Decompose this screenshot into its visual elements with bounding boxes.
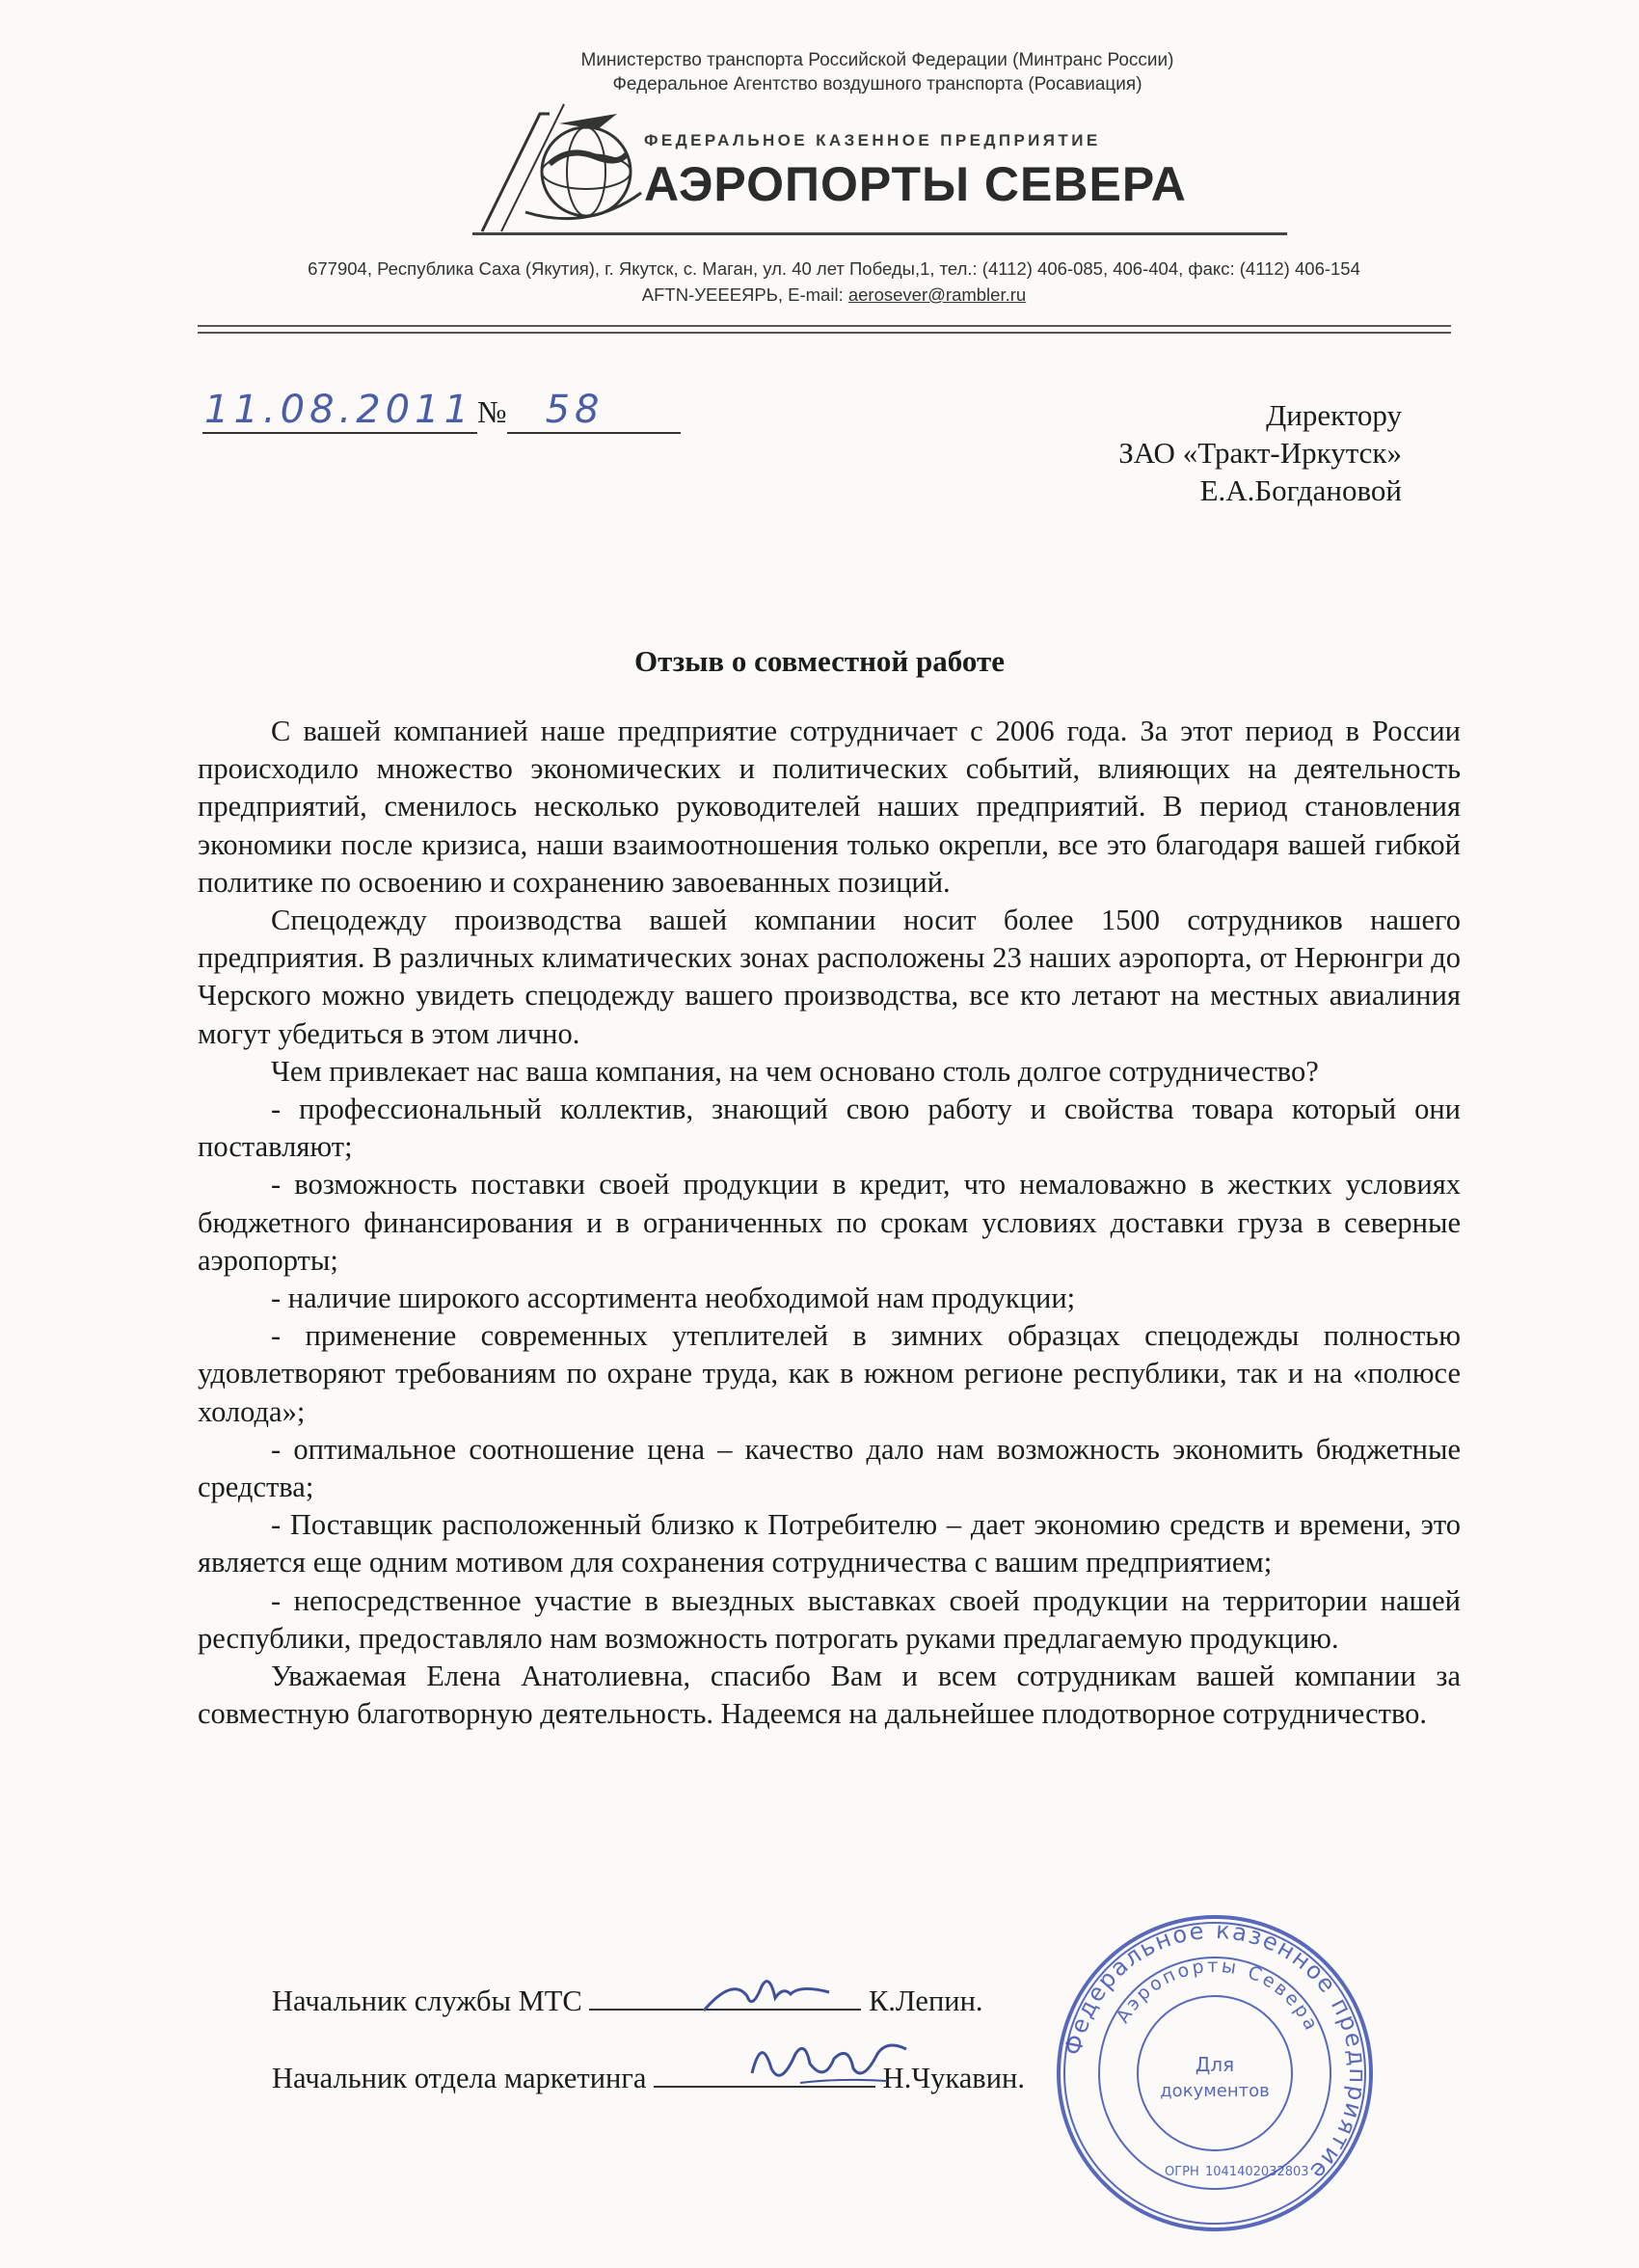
aftn-label: AFTN-УЕЕЕЯРЬ, E-mail: [641,284,844,305]
signer-position: Начальник отдела маркетинга [272,2062,647,2094]
letterhead-address [241,256,1427,308]
airport-logo-icon [472,96,646,236]
seal-inner-text: Аэропорты Севера [1112,1955,1324,2037]
list-item: - профессиональный коллектив, знающий свою работу и свойства товара который они поставляют; [198,1093,1461,1164]
addressee-company: ЗАО «Тракт-Иркутск» [1118,436,1402,470]
letter-body [198,713,1461,1733]
contact-line [241,282,1427,308]
email-link[interactable]: aerosever@rambler.ru [847,284,1027,305]
addressee-block [964,396,1402,509]
org-name: АЭРОПОРТЫ СЕВЕРА [644,157,1187,211]
reference-date: 11.08.2011 [204,388,474,432]
list-item: - Поставщик расположенный близко к Потребителю – дает экономию средств и времени, это является еще одним мотивом для сохранения сотрудничества с вашим предприятием; [198,1508,1461,1580]
seal-center-line-2: документов [1160,2081,1270,2101]
body-paragraph: Уважаемая Елена Анатолиевна, спасибо Вам и всем сотрудникам вашей компании за совместную благотворную деятельность. Надеемся на дальнейшее плодотворное сотрудничество. [198,1660,1461,1731]
seal-ogrn-label: ОГРН [1165,2165,1199,2179]
document-title: Отзыв о совместной работе [634,644,1005,678]
signer-position: Начальник службы МТС [272,1984,582,2017]
official-seal-icon [1051,1909,1379,2237]
seal-outer-text: Федеральное казенное предприятие [1060,1916,1372,2186]
outgoing-reference [202,388,681,434]
list-item: - наличие широкого ассортимента необходимой нам продукции; [271,1282,1076,1315]
list-item: - оптимальное соотношение цена – качество дало нам возможность экономить бюджетные средства; [198,1432,1461,1504]
header-double-rule [198,325,1451,334]
list-item: - непосредственное участие в выездных выставках своей продукции на территории нашей республики, предоставляло нам возможность потрогать руками предлагаемую продукцию. [198,1583,1461,1655]
seal-ogrn: 1041402032803 [1205,2165,1309,2179]
signature-scribble [742,2025,916,2102]
signer-name: К.Лепин. [868,1984,983,2017]
ministry-line-2: Федеральное Агентство воздушного транспорта (Росавиация) [612,74,1142,94]
signature-row-mts [272,1984,983,2018]
number-sign: № [477,394,507,429]
address-line: 677904, Республика Саха (Якутия), г. Якутск, с. Маган, ул. 40 лет Победы,1, тел.: (4112) 406-085, 406-404, факс: (4112) 406-154 [308,258,1360,279]
seal-center-line-1: Для [1195,2053,1235,2076]
body-paragraph: Чем привлекает нас ваша компания, на чем основано столь долгое сотрудничество? [271,1054,1319,1088]
reference-number: 58 [545,388,605,432]
signer-name: Н.Чукавин. [882,2062,1025,2094]
org-type: ФЕДЕРАЛЬНОЕ КАЗЕННОЕ ПРЕДПРИЯТИЕ [644,131,1101,149]
reference-number-field [507,388,681,434]
letterhead-ministry [540,48,1215,96]
ministry-line-1: Министерство транспорта Российской Федерации (Минтранс России) [580,50,1174,70]
list-item: - возможность поставки своей продукции в кредит, что немаловажно в жестких условиях бюджетного финансирования и в ограниченных по срокам условиях доставки груза в северные аэропорты; [198,1168,1461,1277]
signature-scribble [694,1958,839,2025]
body-paragraph: С вашей компанией наше предприятие сотрудничает с 2006 года. За этот период в России происходило множество экономических и политических событий, влияющих на деятельность предприятий, сменилось несколько руководителей наших предприятий. В период становления экономики после кризиса, наши взаимоотношения только окрепли, все это благодаря вашей гибкой политике по освоению и сохранению завоеванных позиций. [198,715,1461,899]
body-paragraph: Спецодежду производства вашей компании носит более 1500 сотрудников нашего предприятия. В различных климатических зонах расположены 23 наших аэропорта, от Нерюнгри до Черского можно увидеть спецодежду вашего производства, все кто летают на местных авиалиния могут убедиться в этом лично. [198,904,1461,1050]
addressee-name: Е.А.Богдановой [1199,473,1402,507]
list-item: - применение современных утеплителей в зимних образцах спецодежды полностью удовлетворяют требованиям по охране труда, как в южном регионе республики, так и на «полюсе холода»; [198,1319,1461,1428]
letterhead-rule [472,232,1287,235]
reference-date-field [202,388,477,434]
addressee-position: Директору [1266,398,1402,432]
